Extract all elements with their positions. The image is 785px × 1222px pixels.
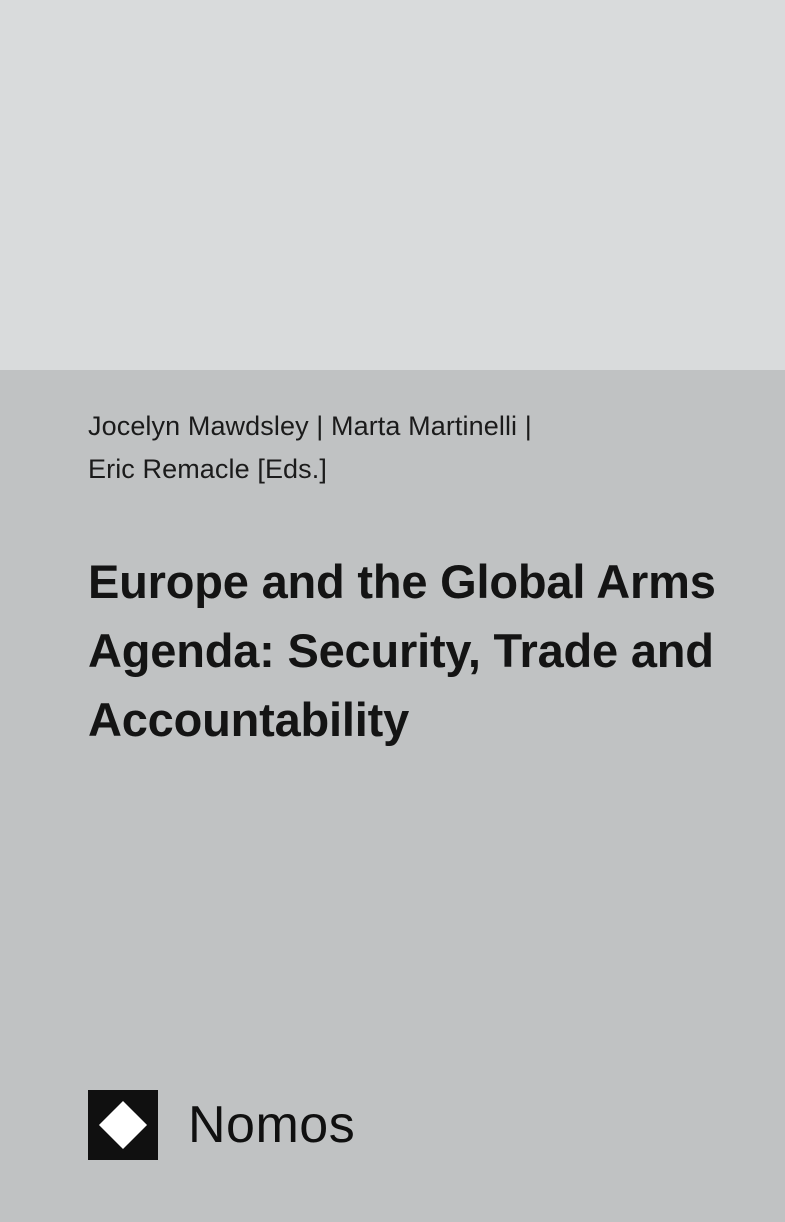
nomos-logo-icon (88, 1090, 158, 1160)
editors-block (88, 405, 648, 491)
editors-line-1: Jocelyn Mawdsley | Marta Martinelli | (88, 411, 532, 441)
book-title: Europe and the Global Arms Agenda: Security, Trade and Accountability (88, 555, 716, 746)
editors-line-2: Eric Remacle [Eds.] (88, 454, 327, 484)
publisher-name: Nomos (188, 1096, 356, 1154)
cover-top-band (0, 0, 785, 370)
cover-content (88, 405, 728, 754)
publisher-block (88, 1090, 355, 1160)
